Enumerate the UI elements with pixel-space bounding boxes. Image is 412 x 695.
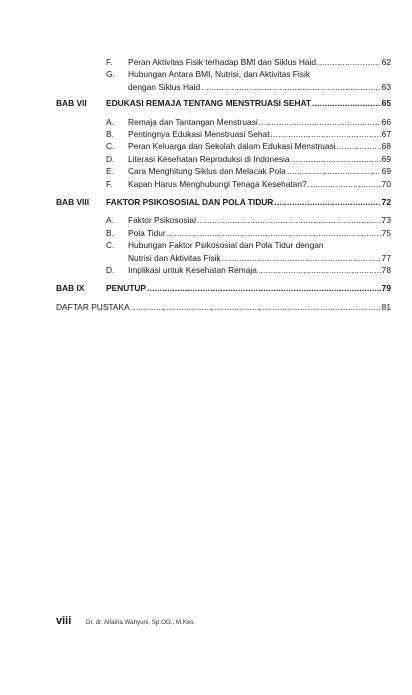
dot-leader — [271, 129, 381, 140]
dot-leader — [317, 57, 381, 68]
toc-item[interactable] — [106, 82, 391, 93]
toc-item[interactable] — [106, 154, 391, 165]
toc-item[interactable] — [106, 57, 391, 68]
item-letter: E. — [106, 166, 114, 176]
item-letter: A. — [106, 215, 114, 225]
item-title: Nutrisi dan Aktivitas Fisik — [128, 253, 221, 263]
item-page: 62 — [381, 57, 391, 67]
dot-leader — [308, 179, 381, 190]
chapter-number: BAB IX — [56, 283, 85, 293]
daftar-page: 81 — [381, 302, 391, 312]
item-title: Pola Tidur — [128, 228, 166, 238]
item-letter: B. — [106, 228, 114, 238]
page-number: viii — [56, 615, 72, 627]
chapter-page: 79 — [381, 283, 391, 293]
item-letter: C. — [106, 141, 115, 151]
toc-daftar-pustaka[interactable] — [56, 302, 391, 313]
item-page: 77 — [381, 253, 391, 263]
dot-leader — [222, 253, 381, 264]
item-title: Literasi Kesehatan Reproduksi di Indonesia — [128, 154, 290, 164]
item-page: 69 — [381, 154, 391, 164]
item-page: 69 — [381, 166, 391, 176]
toc-item[interactable] — [106, 215, 391, 226]
item-title: Hubungan Antara BMI, Nutrisi, dan Aktivitas Fisik — [128, 69, 311, 79]
chapter-heading-bab-vii[interactable] — [56, 98, 391, 109]
item-letter: C. — [106, 240, 115, 250]
item-letter: B. — [106, 129, 114, 139]
item-letter: F. — [106, 179, 113, 189]
item-page: 68 — [381, 141, 391, 151]
item-title: Hubungan Faktor Psikososial dan Pola Tidur dengan — [128, 240, 324, 250]
toc-item[interactable] — [106, 129, 391, 140]
chapter-heading-bab-viii[interactable] — [56, 197, 391, 208]
dot-leader — [258, 265, 381, 276]
dot-leader — [147, 283, 381, 294]
toc-item[interactable] — [106, 265, 391, 276]
dot-leader — [197, 215, 381, 226]
item-title: Kapan Harus Menghubungi Tenaga Kesehatan? — [128, 179, 307, 189]
dot-leader — [312, 98, 381, 109]
chapter-page: 65 — [381, 98, 391, 108]
item-letter: A. — [106, 117, 114, 127]
toc-item[interactable] — [106, 253, 391, 264]
toc-item[interactable] — [106, 240, 391, 251]
item-title: Pentingnya Edukasi Menstruasi Sehat — [128, 129, 270, 139]
item-page: 75 — [381, 228, 391, 238]
toc-item[interactable] — [106, 117, 391, 128]
item-letter: G. — [106, 69, 115, 79]
dot-leader — [201, 82, 381, 93]
item-letter: D. — [106, 265, 115, 275]
item-page: 73 — [381, 215, 391, 225]
daftar-title: DAFTAR PUSTAKA — [56, 302, 130, 312]
chapter-number: BAB VII — [56, 98, 87, 108]
chapter-heading-bab-ix[interactable] — [56, 283, 391, 294]
dot-leader — [259, 117, 381, 128]
toc-item[interactable] — [106, 179, 391, 190]
item-page: 63 — [381, 82, 391, 92]
item-page: 67 — [381, 129, 391, 139]
item-page: 78 — [381, 265, 391, 275]
item-page: 70 — [381, 179, 391, 189]
dot-leader — [167, 228, 381, 239]
chapter-title: FAKTOR PSIKOSOSIAL DAN POLA TIDUR — [106, 197, 274, 207]
chapter-title: PENUTUP — [106, 283, 147, 293]
dot-leader — [131, 302, 381, 313]
dot-leader — [337, 141, 381, 152]
item-title: dengan Siklus Haid — [128, 82, 201, 92]
toc-item[interactable] — [106, 141, 391, 152]
toc-item[interactable] — [106, 228, 391, 239]
item-title: Remaja dan Tantangan Menstruasi — [128, 117, 258, 127]
chapter-page: 72 — [381, 197, 391, 207]
toc-item[interactable] — [106, 69, 391, 80]
toc-item[interactable] — [106, 166, 391, 177]
item-title: Peran Aktivitas Fisik terhadap BMI dan Siklus Haid — [128, 57, 317, 67]
dot-leader — [287, 166, 381, 177]
chapter-number: BAB VIII — [56, 197, 90, 207]
author-credit: Dr. dr. Alfaina Wahyuni, Sp.OG., M.Kes. — [86, 619, 196, 626]
item-letter: D. — [106, 154, 115, 164]
item-page: 66 — [381, 117, 391, 127]
chapter-title: EDUKASI REMAJA TENTANG MENSTRUASI SEHAT — [106, 98, 312, 108]
item-title: Faktor Psikososial — [128, 215, 196, 225]
page-footer — [56, 615, 195, 627]
item-title: Cara Menghitung Siklus dan Melacak Pola — [128, 166, 286, 176]
dot-leader — [274, 197, 380, 208]
item-letter: F. — [106, 57, 113, 67]
item-title: Implikasi untuk Kesehatan Remaja — [128, 265, 257, 275]
item-title: Peran Keluarga dan Sekolah dalam Edukasi Menstruasi — [128, 141, 336, 151]
dot-leader — [291, 154, 381, 165]
